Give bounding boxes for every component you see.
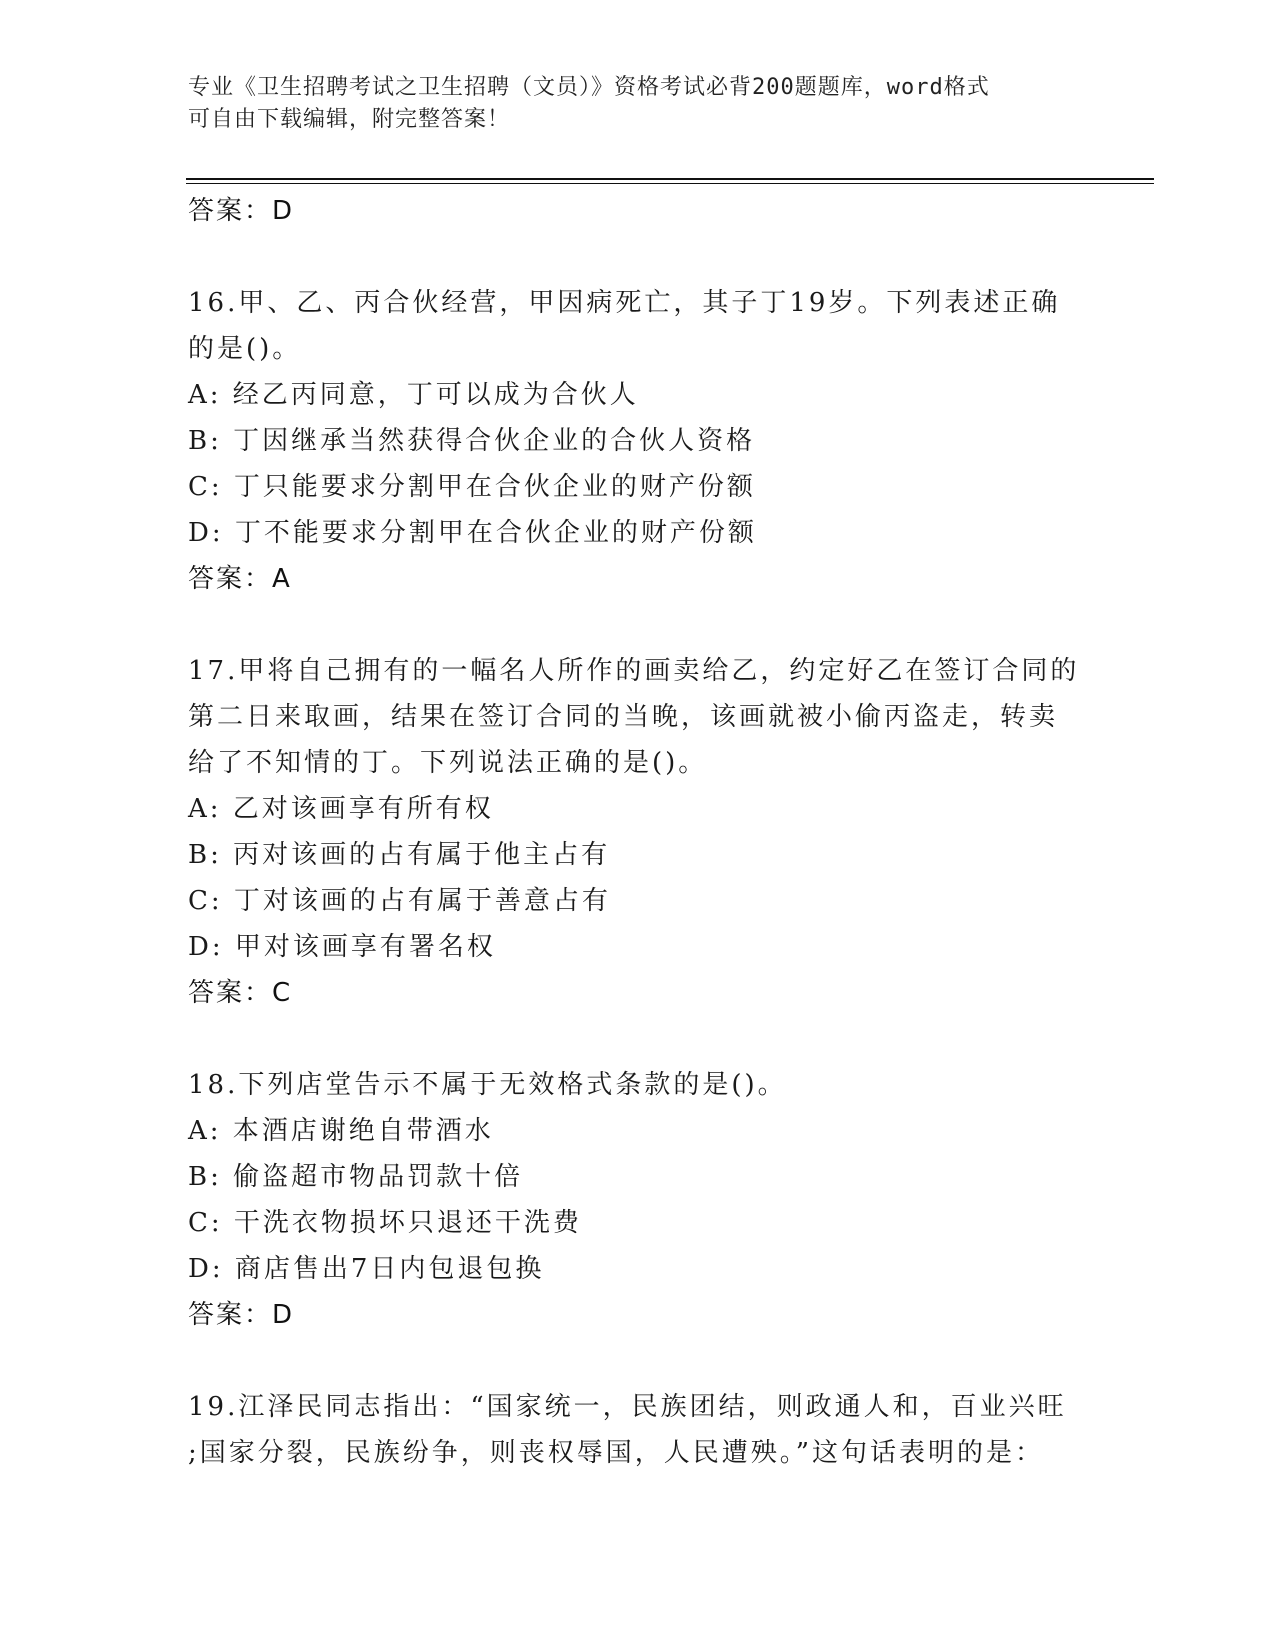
option-a: A: 本酒店谢绝自带酒水: [188, 1116, 494, 1146]
stem-line: 17.甲将自己拥有的一幅名人所作的画卖给乙，约定好乙在签订合同的: [188, 656, 1080, 686]
header-rule-thin: [186, 183, 1154, 184]
option-d: D: 丁不能要求分割甲在合伙企业的财产份额: [188, 518, 757, 548]
option-c: C: 丁只能要求分割甲在合伙企业的财产份额: [188, 472, 756, 502]
question-16: [188, 280, 1088, 602]
option-a: A: 乙对该画享有所有权: [188, 794, 494, 824]
page-header: [188, 72, 1068, 136]
stem-line: 第二日来取画，结果在签订合同的当晚，该画就被小偷丙盗走，转卖: [188, 702, 1059, 732]
answer: 答案：C: [188, 978, 293, 1008]
question-stem: [188, 1384, 1088, 1476]
option-c: C: 丁对该画的占有属于善意占有: [188, 886, 611, 916]
stem-line: 给了不知情的丁。下列说法正确的是()。: [188, 748, 708, 778]
stem-line: 18.下列店堂告示不属于无效格式条款的是()。: [188, 1070, 787, 1100]
previous-answer: 答案：D: [188, 196, 295, 226]
answer: 答案：A: [188, 564, 292, 594]
question-stem: [188, 1062, 1088, 1108]
option-b: B: 丙对该画的占有属于他主占有: [188, 840, 611, 870]
question-stem: [188, 280, 1088, 372]
option-d: D: 甲对该画享有署名权: [188, 932, 496, 962]
content: [188, 188, 1088, 1476]
question-18: [188, 1062, 1088, 1338]
header-line-2: 可自由下载编辑，附完整答案！: [188, 107, 511, 132]
header-rule-thick: [186, 178, 1154, 180]
answer: 答案：D: [188, 1300, 295, 1330]
option-c: C: 干洗衣物损坏只退还干洗费: [188, 1208, 582, 1238]
question-19: [188, 1384, 1088, 1476]
stem-line: ;国家分裂，民族纷争，则丧权辱国，人民遭殃。”这句话表明的是：: [188, 1438, 1045, 1468]
question-stem: [188, 648, 1088, 786]
option-b: B: 丁因继承当然获得合伙企业的合伙人资格: [188, 426, 756, 456]
header-line-1: 专业《卫生招聘考试之卫生招聘（文员）》资格考试必背200题题库，word格式: [188, 75, 990, 100]
option-d: D: 商店售出7日内包退包换: [188, 1254, 545, 1284]
stem-line: 19.江泽民同志指出：“国家统一，民族团结，则政通人和，百业兴旺: [188, 1392, 1067, 1422]
question-17: [188, 648, 1088, 1016]
option-a: A: 经乙丙同意，丁可以成为合伙人: [188, 380, 639, 410]
stem-line: 16.甲、乙、丙合伙经营，甲因病死亡，其子丁19岁。下列表述正确: [188, 288, 1061, 318]
stem-line: 的是()。: [188, 334, 302, 364]
option-b: B: 偷盗超市物品罚款十倍: [188, 1162, 524, 1192]
